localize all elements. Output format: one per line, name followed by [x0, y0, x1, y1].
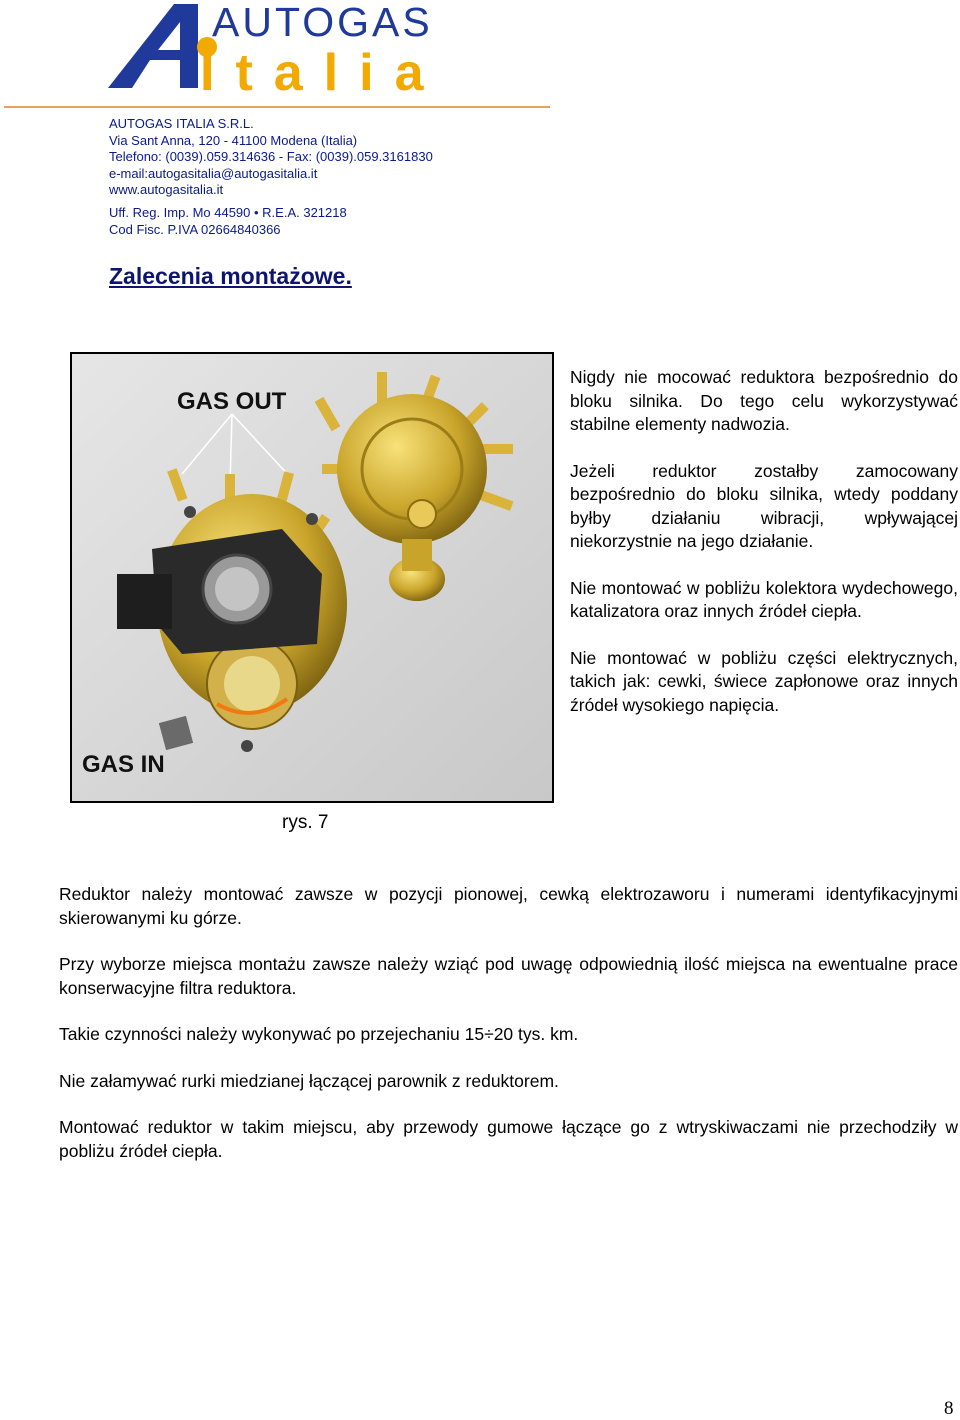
page-number: 8	[944, 1398, 954, 1419]
gas-in-label: GAS IN	[82, 751, 165, 778]
warning-paragraph: Nigdy nie mocować reduktora bezpośrednio do bloku silnika. Do tego celu wykorzystywać stabilne elementy nadwozia.	[570, 367, 958, 434]
gas-out-label: GAS OUT	[177, 388, 287, 415]
company-phone: Telefono: (0039).059.314636 - Fax: (0039).059.3161830	[109, 149, 433, 165]
warning-paragraph: Nie montować w pobliżu kolektora wydechowego, katalizatora oraz innych źródeł ciepła.	[570, 577, 958, 621]
warning-paragraph: Jeżeli reduktor zostałby zamocowany bezpośrednio do bloku silnika, wtedy poddany byłby działaniu wibracji, wpływającej niekorzystnie na jego działanie.	[570, 460, 958, 551]
instruction-paragraph: Montować reduktor w takim miejscu, aby przewody gumowe łączące go z wtryskiwaczami nie przechodziły w pobliżu źródeł ciepła.	[59, 1117, 958, 1161]
company-website: www.autogasitalia.it	[109, 182, 224, 198]
instruction-paragraph: Takie czynności należy wykonywać po przejechaniu 15÷20 tys. km.	[59, 1024, 579, 1044]
page-title: Zalecenia montażowe.	[109, 263, 352, 289]
instruction-paragraph: Przy wyborze miejsca montażu zawsze należy wziąć pod uwagę odpowiednią ilość miejsca na ewentualne prace konserwacyjne filtra reduktora.	[59, 954, 958, 998]
company-tax-id: Cod Fisc. P.IVA 02664840366	[109, 221, 281, 237]
reducer-photo	[70, 352, 554, 803]
instruction-paragraph: Nie załamywać rurki miedzianej łączącej parownik z reduktorem.	[59, 1070, 559, 1091]
company-email: e-mail:autogasitalia@autogasitalia.it	[109, 165, 318, 181]
warning-paragraph: Nie montować w pobliżu części elektrycznych, takich jak: cewki, świece zapłonowe oraz innych źródeł wysokiego napięcia.	[570, 647, 958, 715]
company-logo	[100, 0, 520, 100]
company-address	[109, 116, 433, 238]
logo-brand-bottom: Italia	[200, 44, 445, 100]
company-street: Via Sant Anna, 120 - 41100 Modena (Italia)	[109, 132, 358, 148]
company-name: AUTOGAS ITALIA S.R.L.	[109, 116, 254, 131]
instruction-paragraph: Reduktor należy montować zawsze w pozycji pionowej, cewką elektrozaworu i numerami identyfikacyjnymi skierowanymi ku górze.	[59, 884, 958, 928]
header-rule	[4, 106, 550, 108]
figure-caption: rys. 7	[282, 812, 329, 833]
installation-instructions	[59, 883, 958, 1186]
installation-warnings	[570, 366, 958, 740]
company-registry: Uff. Reg. Imp. Mo 44590 • R.E.A. 321218	[109, 204, 347, 220]
logo-brand-top: AUTOGAS	[212, 0, 433, 45]
